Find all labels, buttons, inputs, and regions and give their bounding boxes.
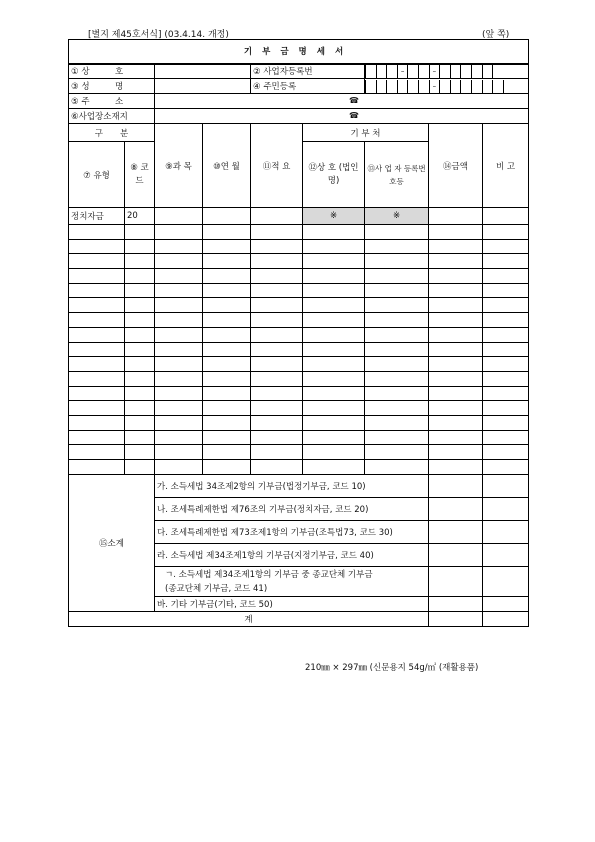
subtotal-item: (종교단체 기부금, 코드 41) [155, 581, 429, 596]
table-cell[interactable] [365, 298, 429, 313]
table-cell[interactable] [203, 269, 251, 284]
table-cell[interactable] [69, 298, 125, 313]
table-row [69, 371, 529, 386]
table-cell[interactable] [429, 327, 483, 342]
table-cell[interactable] [429, 239, 483, 254]
table-cell[interactable] [365, 460, 429, 475]
table-cell[interactable] [429, 269, 483, 284]
table-cell[interactable] [155, 460, 203, 475]
table-cell[interactable] [365, 371, 429, 386]
table-cell[interactable] [125, 430, 155, 445]
table-cell[interactable] [251, 225, 303, 240]
table-cell[interactable] [125, 371, 155, 386]
table-cell[interactable] [251, 357, 303, 372]
table-cell[interactable] [483, 254, 529, 269]
biz-location-label: ⑥사업장소재지 [69, 109, 155, 124]
resident-no-field[interactable] [365, 79, 529, 94]
table-cell[interactable] [365, 269, 429, 284]
table-cell[interactable] [125, 239, 155, 254]
table-cell[interactable] [429, 430, 483, 445]
table-cell[interactable] [203, 225, 251, 240]
subject-header: ⑨과 목 [155, 124, 203, 208]
table-cell[interactable] [429, 225, 483, 240]
summary-header: ⑪적 요 [251, 124, 303, 208]
table-row [69, 386, 529, 401]
table-cell[interactable] [251, 254, 303, 269]
name-label: ③ 성 명 [69, 79, 155, 94]
table-cell[interactable] [155, 401, 203, 416]
donee-header: 기 부 처 [303, 124, 429, 142]
type-header: ⑦ 유형 [69, 142, 125, 208]
code-cell[interactable]: 20 [125, 208, 155, 225]
table-cell[interactable] [429, 386, 483, 401]
table-cell[interactable] [155, 225, 203, 240]
table-cell[interactable] [365, 239, 429, 254]
table-cell[interactable] [155, 445, 203, 460]
donee-name-header: ⑫상 호 (법인명) [303, 142, 365, 208]
table-cell[interactable] [303, 313, 365, 328]
table-cell[interactable] [365, 342, 429, 357]
address-field[interactable] [155, 94, 529, 109]
table-cell[interactable] [303, 401, 365, 416]
subtotal-item: 다. 조세특례제한법 제73조제1항의 기부금(조특법73, 코드 30) [155, 520, 429, 543]
table-cell[interactable] [483, 313, 529, 328]
table-cell[interactable] [203, 357, 251, 372]
table-cell[interactable] [203, 254, 251, 269]
table-cell[interactable] [365, 401, 429, 416]
table-cell[interactable] [251, 445, 303, 460]
table-cell[interactable] [155, 430, 203, 445]
table-cell[interactable] [483, 283, 529, 298]
code-header: ⑧ 코드 [125, 142, 155, 208]
table-cell[interactable] [125, 386, 155, 401]
table-cell[interactable] [125, 357, 155, 372]
table-cell[interactable] [69, 445, 125, 460]
table-cell[interactable] [483, 415, 529, 430]
table-cell[interactable] [303, 225, 365, 240]
table-cell[interactable] [251, 327, 303, 342]
table-cell[interactable] [251, 269, 303, 284]
table-cell[interactable] [251, 342, 303, 357]
table-cell[interactable] [155, 313, 203, 328]
table-cell[interactable] [429, 357, 483, 372]
table-cell[interactable] [203, 415, 251, 430]
table-cell[interactable] [483, 269, 529, 284]
table-cell[interactable] [365, 283, 429, 298]
subtotal-label: ⑮소계 [69, 474, 155, 611]
table-cell[interactable] [69, 254, 125, 269]
table-cell[interactable] [303, 460, 365, 475]
table-cell[interactable] [483, 445, 529, 460]
table-cell[interactable] [303, 327, 365, 342]
form-id-label: [별지 제45호서식] (03.4.14. 개정) [88, 30, 229, 40]
donee-name-cell: ※ [303, 208, 365, 225]
table-row [69, 313, 529, 328]
table-cell[interactable] [365, 430, 429, 445]
company-name-field[interactable] [155, 64, 251, 79]
table-cell[interactable] [203, 239, 251, 254]
subtotal-item: 라. 소득세법 제34조제1항의 기부금(지정기부금, 코드 40) [155, 543, 429, 566]
table-cell[interactable] [251, 401, 303, 416]
table-row [69, 225, 529, 240]
table-cell[interactable] [429, 254, 483, 269]
table-cell[interactable] [125, 401, 155, 416]
dash-separator: – [429, 80, 440, 93]
table-cell[interactable] [483, 401, 529, 416]
table-row [69, 357, 529, 372]
table-cell[interactable] [155, 371, 203, 386]
table-row [69, 254, 529, 269]
table-cell[interactable] [303, 430, 365, 445]
donee-reg-cell: ※ [365, 208, 429, 225]
table-cell[interactable] [69, 430, 125, 445]
amount-header: ⑭금액 [429, 124, 483, 208]
subtotal-item: 나. 조세특례제한법 제76조의 기부금(정치자금, 코드 20) [155, 497, 429, 520]
table-cell[interactable] [251, 239, 303, 254]
table-cell[interactable] [203, 313, 251, 328]
table-cell[interactable] [483, 371, 529, 386]
table-cell[interactable] [429, 415, 483, 430]
subtotal-item: 바. 기타 기부금(기타, 코드 50) [155, 596, 429, 611]
table-cell[interactable] [155, 239, 203, 254]
biz-location-field[interactable] [155, 109, 529, 124]
table-cell[interactable] [251, 313, 303, 328]
table-cell[interactable] [69, 460, 125, 475]
table-cell[interactable] [69, 269, 125, 284]
table-cell[interactable] [365, 225, 429, 240]
table-row [69, 445, 529, 460]
date-header: ⑩연 월 [203, 124, 251, 208]
table-cell[interactable] [155, 254, 203, 269]
donation-statement-form [68, 39, 529, 627]
table-cell[interactable] [483, 239, 529, 254]
table-row [69, 208, 529, 225]
total-amount-cell[interactable] [429, 611, 483, 626]
biz-reg-no-label: ② 사업자등록번 [251, 64, 365, 79]
table-cell[interactable] [365, 386, 429, 401]
table-cell[interactable] [125, 415, 155, 430]
table-cell[interactable] [429, 460, 483, 475]
subtotal-item: ㄱ. 소득세법 제34조제1항의 기부금 중 종교단체 기부금 [155, 566, 429, 581]
resident-no-label: ④ 주민등록 [251, 79, 365, 94]
table-cell[interactable] [303, 415, 365, 430]
company-name-label: ① 상 호 [69, 64, 155, 79]
telephone-icon: ☎ [349, 96, 359, 105]
telephone-icon: ☎ [349, 111, 359, 120]
table-cell[interactable] [365, 357, 429, 372]
table-cell[interactable] [125, 269, 155, 284]
table-cell[interactable] [251, 386, 303, 401]
table-cell[interactable] [125, 327, 155, 342]
dash-separator: – [429, 65, 440, 78]
address-label: ⑤ 주 소 [69, 94, 155, 109]
table-cell[interactable] [483, 225, 529, 240]
paper-spec-footer: 210㎜ × 297㎜ (신문용지 54g/㎡ (재활용품) [305, 663, 479, 673]
table-cell[interactable] [429, 313, 483, 328]
table-cell[interactable] [203, 342, 251, 357]
type-cell[interactable]: 정치자금 [69, 208, 125, 225]
table-cell[interactable] [69, 283, 125, 298]
table-row [69, 415, 529, 430]
table-cell[interactable] [155, 298, 203, 313]
table-cell[interactable] [303, 283, 365, 298]
name-field[interactable] [155, 79, 251, 94]
table-cell[interactable] [203, 460, 251, 475]
table-cell[interactable] [429, 401, 483, 416]
table-cell[interactable] [69, 327, 125, 342]
table-cell[interactable] [69, 386, 125, 401]
table-cell[interactable] [69, 342, 125, 357]
table-row [69, 342, 529, 357]
table-row [69, 298, 529, 313]
table-cell[interactable] [69, 239, 125, 254]
table-cell[interactable] [125, 460, 155, 475]
table-cell[interactable] [365, 415, 429, 430]
table-cell[interactable] [483, 430, 529, 445]
biz-reg-no-field[interactable] [365, 64, 529, 79]
table-cell[interactable] [251, 298, 303, 313]
form-title: 기부금명세서 [69, 40, 529, 64]
table-cell[interactable] [429, 298, 483, 313]
table-cell[interactable] [365, 327, 429, 342]
table-cell[interactable] [303, 298, 365, 313]
table-row [69, 327, 529, 342]
table-cell[interactable] [365, 254, 429, 269]
table-cell[interactable] [203, 445, 251, 460]
table-cell[interactable] [125, 254, 155, 269]
table-cell[interactable] [483, 327, 529, 342]
table-cell[interactable] [125, 445, 155, 460]
table-row [69, 269, 529, 284]
table-cell[interactable] [69, 313, 125, 328]
table-cell[interactable] [155, 283, 203, 298]
table-row [69, 460, 529, 475]
table-cell[interactable] [303, 269, 365, 284]
table-cell[interactable] [483, 460, 529, 475]
table-cell[interactable] [303, 254, 365, 269]
table-cell[interactable] [203, 283, 251, 298]
table-cell[interactable] [303, 239, 365, 254]
table-cell[interactable] [69, 371, 125, 386]
total-label: 계 [69, 611, 429, 626]
table-cell[interactable] [251, 415, 303, 430]
table-cell[interactable] [365, 445, 429, 460]
table-cell[interactable] [155, 357, 203, 372]
table-cell[interactable] [251, 283, 303, 298]
table-cell[interactable] [69, 225, 125, 240]
table-row [69, 239, 529, 254]
table-cell[interactable] [155, 415, 203, 430]
donee-reg-header: ⑬사 업 자 등록번호등 [365, 142, 429, 208]
table-cell[interactable] [155, 342, 203, 357]
table-cell[interactable] [303, 357, 365, 372]
table-cell[interactable] [203, 298, 251, 313]
table-cell[interactable] [203, 327, 251, 342]
table-cell[interactable] [155, 386, 203, 401]
table-cell[interactable] [203, 430, 251, 445]
table-row [69, 283, 529, 298]
table-cell[interactable] [125, 342, 155, 357]
table-cell[interactable] [203, 371, 251, 386]
page-side-label: (앞 쪽) [482, 30, 510, 40]
table-cell[interactable] [483, 298, 529, 313]
table-cell[interactable] [429, 445, 483, 460]
table-cell[interactable] [69, 401, 125, 416]
table-cell[interactable] [303, 445, 365, 460]
table-cell[interactable] [251, 371, 303, 386]
table-cell[interactable] [483, 386, 529, 401]
table-cell[interactable] [429, 342, 483, 357]
table-cell[interactable] [155, 327, 203, 342]
table-cell[interactable] [483, 342, 529, 357]
table-cell[interactable] [69, 415, 125, 430]
table-cell[interactable] [303, 386, 365, 401]
table-cell[interactable] [125, 313, 155, 328]
table-cell[interactable] [251, 460, 303, 475]
table-cell[interactable] [203, 401, 251, 416]
table-cell[interactable] [429, 371, 483, 386]
table-cell[interactable] [303, 342, 365, 357]
table-cell[interactable] [125, 298, 155, 313]
table-cell[interactable] [429, 283, 483, 298]
table-row [69, 401, 529, 416]
table-cell[interactable] [203, 386, 251, 401]
table-cell[interactable] [125, 283, 155, 298]
table-cell[interactable] [69, 357, 125, 372]
table-row [69, 430, 529, 445]
classification-header: 구 분 [69, 124, 155, 142]
table-cell[interactable] [303, 371, 365, 386]
table-cell[interactable] [365, 313, 429, 328]
table-cell[interactable] [155, 269, 203, 284]
table-cell[interactable] [125, 225, 155, 240]
note-header: 비 고 [483, 124, 529, 208]
table-cell[interactable] [251, 430, 303, 445]
table-cell[interactable] [483, 357, 529, 372]
dash-separator: – [397, 65, 408, 78]
subtotal-item: 가. 소득세법 34조제2항의 기부금(법정기부금, 코드 10) [155, 474, 429, 497]
